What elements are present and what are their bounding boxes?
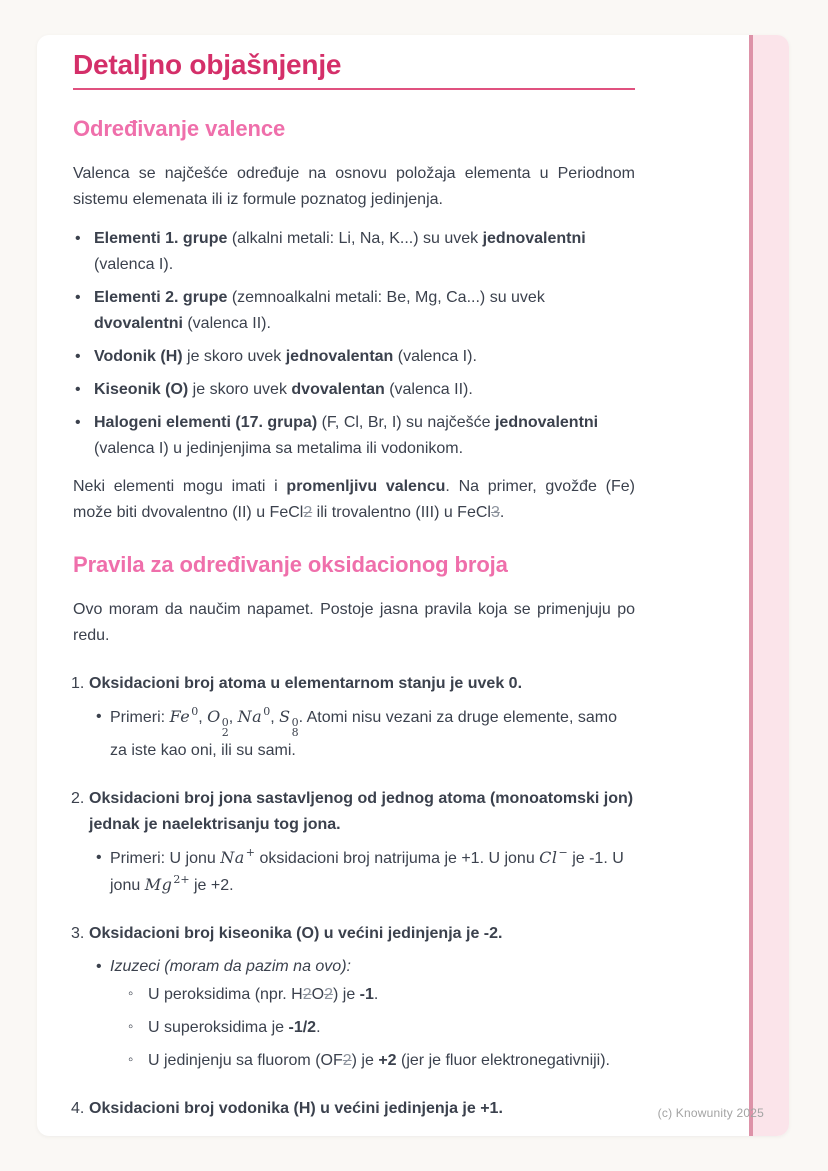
bullet-marker: • — [96, 849, 102, 866]
bullet-marker: • — [75, 348, 81, 365]
text-run: jednovalentni — [482, 230, 586, 247]
text-run: promenljivu valencu — [286, 478, 446, 495]
math-formula: Na$^0$ — [237, 704, 271, 726]
sub-list-item — [73, 845, 635, 899]
rule-number: 4. — [71, 1100, 85, 1117]
text-run: 2 — [342, 1052, 352, 1069]
rule-number: 3. — [71, 925, 85, 942]
circle-bullet-marker: ◦ — [128, 1051, 134, 1068]
text-run: O — [311, 986, 325, 1003]
text-run: (valenca I). — [94, 256, 174, 273]
sub-list-item — [73, 704, 635, 764]
valence-bullet-list — [73, 226, 635, 462]
text-run: (alkalni metali: Li, Na, K...) su uvek — [227, 230, 483, 247]
section-heading-valence: Određivanje valence — [73, 116, 286, 141]
text-run: Elementi 2. grupe — [94, 289, 228, 306]
sub-list-item — [73, 954, 635, 980]
section-heading-oxidation: Pravila za određivanje oksidacionog broja — [73, 552, 508, 577]
text-run: . — [499, 504, 505, 521]
sub-list-item — [73, 1048, 635, 1074]
text-run: , — [198, 709, 208, 726]
text-run: Elementi 1. grupe — [94, 230, 228, 247]
section-oxidation-rules — [73, 551, 635, 1122]
text-run: Oksidacioni broj vodonika (H) u većini jedinjenja je +1. — [89, 1100, 503, 1117]
list-item-text — [94, 414, 598, 457]
text-run: dvovalentni — [94, 315, 183, 332]
text-run: Primeri: U jonu — [110, 850, 221, 867]
text-run: Valenca se najčešće određuje na osnovu položaja elementa u Periodnom sistemu elemenata ili iz formule poznatog jedinjenja. — [73, 165, 635, 208]
list-item — [73, 410, 635, 462]
rule-title-text — [89, 925, 502, 942]
text-run: ) je — [351, 1052, 379, 1069]
bullet-marker: • — [75, 289, 81, 306]
valence-outro-paragraph — [73, 474, 635, 526]
math-formula: Na+ — [220, 845, 256, 867]
sub-list-item-text — [148, 1052, 610, 1069]
rule-number: 1. — [71, 675, 85, 692]
text-run: (jer je fluor elektronegativniji). — [396, 1052, 610, 1069]
rule-title-text — [89, 1100, 503, 1117]
sub-list-item-text — [110, 958, 351, 975]
text-run: jednovalentan — [285, 348, 394, 365]
text-run: . — [373, 986, 379, 1003]
sub-list-item — [73, 1015, 635, 1041]
text-run: 3 — [490, 504, 500, 521]
text-run: Izuzeci (moram da pazim na ovo): — [110, 958, 351, 975]
sub-list-item-text — [148, 1019, 321, 1036]
text-run: (valenca II). — [384, 381, 473, 398]
text-run: Oksidacioni broj atoma u elementarnom stanju je uvek 0. — [89, 675, 523, 692]
text-run: Halogeni elementi (17. grupa) — [94, 414, 318, 431]
text-run: (F, Cl, Br, I) su najčešće — [317, 414, 495, 431]
sub-list-item-text — [148, 986, 378, 1003]
sub-list-item-text — [110, 704, 617, 759]
list-item-text — [94, 348, 477, 365]
list-item-text — [94, 289, 545, 332]
list-item-text — [94, 381, 473, 398]
rule-title — [73, 671, 635, 697]
page-edge-stripe — [749, 35, 789, 1136]
rule-title — [73, 921, 635, 947]
text-run: ili trovalentno (III) u FeCl — [312, 504, 491, 521]
text-run: , — [228, 709, 238, 726]
rule-title-text — [89, 790, 633, 833]
text-run: je skoro uvek — [182, 348, 286, 365]
text-run: . Atomi nisu vezani za druge elemente, samo za iste kao oni, ili su sami. — [110, 709, 617, 759]
list-item — [73, 226, 635, 278]
document-page — [37, 35, 789, 1136]
text-run: oksidacioni broj natrijuma je +1. U jonu — [255, 850, 540, 867]
rule-sub-list — [73, 954, 635, 1074]
rule-title — [73, 786, 635, 838]
rule-title — [73, 1096, 635, 1122]
document-content — [73, 48, 635, 1122]
math-formula: $Mg^{2+}$ — [144, 872, 190, 894]
list-item — [73, 377, 635, 403]
watermark: (c) Knowunity 2025 — [657, 1106, 764, 1120]
circle-bullet-marker: ◦ — [128, 1018, 134, 1035]
text-run: -1/2 — [288, 1019, 317, 1036]
sub-sup-stack: 0 8 — [291, 716, 299, 739]
text-run: +2 — [378, 1052, 397, 1069]
rule-item — [73, 1096, 635, 1122]
text-run: jednovalentni — [494, 414, 599, 431]
page-title: Detaljno objašnjenje — [73, 49, 342, 80]
section-valence — [73, 115, 635, 526]
text-run: Primeri: — [110, 709, 170, 726]
list-item — [73, 344, 635, 370]
rule-item — [73, 786, 635, 899]
text-run: dvovalentan — [291, 381, 385, 398]
text-run: Oksidacioni broj kiseonika (O) u većini jedinjenja je -2. — [89, 925, 503, 942]
oxidation-rules-list — [73, 671, 635, 1122]
text-run: Vodonik (H) — [94, 348, 183, 365]
text-run: ) je — [332, 986, 360, 1003]
text-run: -1 — [359, 986, 374, 1003]
text-run: . — [316, 1019, 321, 1036]
text-run: U peroksidima (npr. H — [148, 986, 303, 1003]
math-formula: Cl− — [539, 845, 568, 867]
bullet-marker: • — [75, 414, 81, 431]
bullet-marker: • — [75, 381, 81, 398]
text-run: (valenca I) u jedinjenjima sa metalima ili vodonikom. — [94, 440, 464, 457]
sub-list-item-text — [110, 845, 624, 894]
rule-item — [73, 671, 635, 764]
text-run: Kiseonik (O) — [94, 381, 189, 398]
text-run: 2 — [303, 504, 313, 521]
rule-sub-list — [73, 704, 635, 764]
text-run: 2 — [302, 986, 312, 1003]
text-run: je skoro uvek — [188, 381, 292, 398]
rule-title-text — [89, 675, 522, 692]
title-divider — [73, 88, 635, 90]
bullet-marker: • — [75, 230, 81, 247]
bullet-marker: • — [96, 708, 102, 725]
text-run: . Na primer, gvožđe (Fe) može biti dvovalentno (II) u FeCl — [73, 478, 635, 521]
circle-bullet-marker: ◦ — [128, 985, 134, 1002]
oxidation-intro-paragraph — [73, 597, 635, 649]
text-run: je +2. — [189, 877, 234, 894]
list-item — [73, 285, 635, 337]
bullet-marker: • — [96, 958, 102, 975]
valence-intro-paragraph — [73, 161, 635, 213]
rule-sub-list — [73, 845, 635, 899]
sub-list-item — [73, 982, 635, 1008]
text-run: je -1. U jonu — [110, 850, 624, 894]
list-item-text — [94, 230, 586, 273]
text-run: U superoksidima je — [148, 1019, 289, 1036]
math-formula: S 0 8 — [279, 707, 299, 739]
text-run: (valenca II). — [182, 315, 271, 332]
rule-number: 2. — [71, 790, 85, 807]
text-run: (valenca I). — [393, 348, 477, 365]
math-formula: O 0 2 — [207, 707, 229, 739]
text-run: 2 — [324, 986, 333, 1003]
text-run: Oksidacioni broj jona sastavljenog od jednog atoma (monoatomski jon) jednak je naelektrisanju tog jona. — [89, 790, 634, 833]
sub-sup-stack: 0 2 — [221, 716, 229, 739]
text-run: U jedinjenju sa fluorom (OF — [148, 1052, 343, 1069]
rule-item — [73, 921, 635, 1074]
text-run: Neki elementi mogu imati i — [73, 478, 287, 495]
text-run: Ovo moram da naučim napamet. Postoje jasna pravila koja se primenjuju po redu. — [73, 601, 635, 644]
text-run: , — [270, 709, 280, 726]
math-formula: Fe$^0$ — [169, 704, 199, 726]
text-run: (zemnoalkalni metali: Be, Mg, Ca...) su uvek — [227, 289, 545, 306]
